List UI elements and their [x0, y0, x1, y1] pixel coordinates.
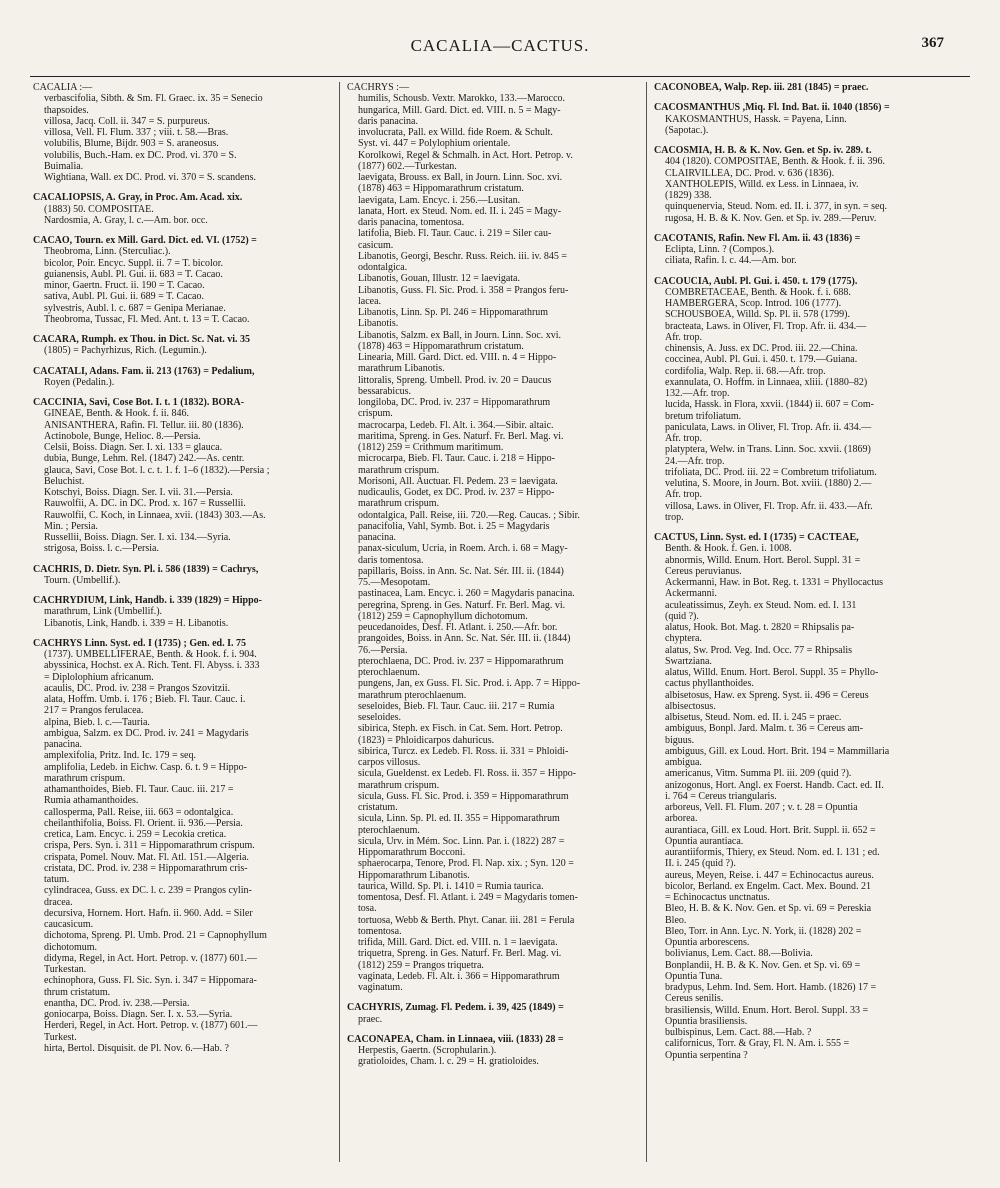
entry-line: Opuntia aurantiaca. — [665, 835, 744, 847]
entry-line: tatum. — [44, 874, 70, 885]
entry-line: callosperma, Pall. Reise, iii. 663 = odontalgica. — [44, 806, 234, 818]
entry-line: macrocarpa, Ledeb. Fl. Alt. i. 364.—Sibir. altaic. — [358, 419, 554, 431]
entry-heading: CACOSMANTHUS ,Miq. Fl. Ind. Bat. ii. 1040 (1856) = — [654, 102, 890, 114]
entry-line: daris panacina. — [358, 115, 418, 127]
dictionary-entry — [347, 1002, 639, 1025]
entry-line: Celsii, Boiss. Diagn. Ser. I. xi. 133 = glauca. — [44, 442, 223, 453]
entry-line: Libanotis, Linn. Sp. Pl. 246 = Hippomarathrum — [358, 307, 549, 318]
column-right — [654, 82, 950, 1167]
dictionary-entry — [347, 82, 639, 993]
entry-line: biguus. — [665, 734, 695, 746]
entry-line: marathrum, Link (Umbellif.). — [44, 606, 163, 618]
entry-heading: CACHRIS, D. Dietr. Syn. Pl. i. 586 (1839) = Cachrys, — [33, 563, 259, 575]
column-middle — [347, 82, 639, 1167]
entry-line: sicula, Guss. Fl. Sic. Prod. i. 359 = Hippomarathrum — [358, 790, 569, 802]
entry-line: Nardosmia, A. Gray, l. c.—Am. bor. occ. — [44, 214, 208, 226]
entry-line: Herderi, Regel, in Act. Hort. Petrop. v. (1877) 601.— — [44, 1020, 258, 1032]
entry-line: alata, Hoffm. Umb. i. 176 ; Bieb. Fl. Taur. Cauc. i. — [44, 694, 246, 705]
entry-line: californicus, Torr. & Gray, Fl. N. Am. i. 555 = — [665, 1038, 850, 1050]
entry-line: II. i. 245 (quid ?). — [665, 858, 736, 870]
entry-line: longiloba, DC. Prod. iv. 237 = Hippomarathrum — [358, 397, 551, 408]
entry-line: Swartziana. — [665, 655, 712, 667]
entry-line: aurantiiformis, Thiery, ex Steud. Nom. ed. I. 131 ; ed. — [665, 847, 880, 858]
entry-line: arborea. — [665, 813, 698, 825]
entry-line: 76.—Persia. — [358, 644, 408, 656]
entry-line: villosa, Vell. Fl. Flum. 337 ; viii. t. 58.—Bras. — [44, 127, 229, 138]
entry-heading: CACHRYS Linn. Syst. ed. I (1735) ; Gen. ed. I. 75 — [33, 637, 247, 649]
entry-line: amplifolia, Ledeb. in Eichw. Casp. 6. t. 9 = Hippo- — [44, 761, 248, 773]
entry-line: pastinacea, Lam. Encyc. i. 260 = Magydaris panacina. — [358, 588, 575, 600]
entry-line: Russellii, Boiss. Diagn. Ser. I. xi. 134.—Syria. — [44, 532, 231, 543]
entry-line: strigosa, Boiss. l. c.—Persia. — [44, 543, 159, 555]
entry-line: acaulis, DC. Prod. iv. 238 = Prangos Szovitzii. — [44, 682, 231, 694]
entry-line: chyptera. — [665, 633, 702, 645]
entry-line: enantha, DC. Prod. iv. 238.—Persia. — [44, 997, 190, 1009]
entry-line: Beluchist. — [44, 475, 85, 487]
entry-line: 217 = Prangos ferulacea. — [44, 705, 144, 717]
entry-line: tomentosa, Desf. Fl. Atlant. i. 249 = Magydaris tomen- — [358, 892, 578, 903]
entry-line: Benth. & Hook. f. Gen. i. 1008. — [665, 543, 792, 555]
entry-line: Afr. trop. — [665, 433, 702, 444]
entry-line: Wightiana, Wall. ex DC. Prod. vi. 370 = S. scandens. — [44, 172, 257, 183]
entry-line: Bleo, Torr. in Ann. Lyc. N. York, ii. (1828) 202 = — [665, 925, 862, 937]
entry-heading: CACOUCIA, Aubl. Pl. Gui. i. 450. t. 179 (1775). — [654, 275, 858, 287]
entry-line: thapsoides. — [44, 104, 89, 116]
entry-line: arboreus, Vell. Fl. Flum. 207 ; v. t. 28 = Opuntia — [665, 802, 858, 813]
entry-line: Herpestis, Gaertn. (Scrophularin.). — [358, 1045, 497, 1056]
entry-line: ANISANTHERA, Rafin. Fl. Tellur. iii. 80 (1836). — [44, 419, 244, 431]
entry-line: marathrum crispum. — [358, 464, 440, 476]
entry-line: casicum. — [358, 239, 394, 251]
entry-line: = Diplolophium africanum. — [44, 671, 154, 683]
entry-line: Libanotis, Link, Handb. i. 339 = H. Libanotis. — [44, 617, 229, 629]
dictionary-entry — [654, 233, 950, 267]
entry-line: odontalgica. — [358, 262, 408, 273]
entry-line: pterochlaena, DC. Prod. iv. 237 = Hippomarathrum — [358, 655, 564, 667]
entry-line: Cereus senilis. — [665, 993, 724, 1005]
entry-line: amplexifolia, Pritz. Ind. Ic. 179 = seq. — [44, 750, 196, 762]
entry-line: velutina, S. Moore, in Journ. Bot. xviii. (1880) 2.— — [665, 478, 872, 489]
entry-line: peucedanoides, Desf. Fl. Atlant. i. 250.—Afr. bor. — [358, 622, 558, 633]
entry-line: rugosa, H. B. & K. Nov. Gen. et Sp. iv. 289.—Peruv. — [665, 212, 877, 224]
entry-line: Rauwolfii, A. DC. in DC. Prod. x. 167 = Russellii. — [44, 498, 246, 510]
column-left — [33, 82, 325, 1167]
entry-line: crispum. — [358, 408, 393, 420]
entry-line: exannulata, O. Hoffm. in Linnaea, xliii. (1880–82) — [665, 376, 868, 388]
entry-line: Tourn. (Umbellif.). — [44, 574, 121, 586]
entry-line: Libanotis, Georgi, Beschr. Russ. Reich. iii. iv. 845 = — [358, 250, 567, 262]
entry-line: panacina. — [44, 739, 83, 750]
entry-line: villosa, Laws. in Oliver, Fl. Trop. Afr. ii. 433.—Afr. — [665, 500, 873, 512]
column-divider — [339, 82, 340, 1162]
entry-line: (quid ?). — [665, 610, 699, 622]
dictionary-entry — [33, 192, 325, 226]
dictionary-entry — [33, 334, 325, 357]
entry-heading: CACCINIA, Savi, Cose Bot. I. t. 1 (1832). BORA- — [33, 397, 245, 408]
entry-line: sibirica, Steph. ex Fisch. in Cat. Sem. Hort. Petrop. — [358, 723, 563, 735]
entry-line: bradypus, Lehm. Ind. Sem. Hort. Hamb. (1826) 17 = — [665, 982, 877, 993]
entry-line: (1878) 463 = Hippomarathrum cristatum. — [358, 340, 524, 352]
entry-line: 132.—Afr. trop. — [665, 388, 730, 399]
entry-line: humilis, Schousb. Vextr. Marokko, 133.—Marocco. — [358, 93, 566, 105]
entry-line: ambigua, Salzm. ex DC. Prod. iv. 241 = Magydaris — [44, 727, 249, 739]
entry-line: abyssinica, Hochst. ex A. Rich. Tent. Fl. Abyss. i. 333 — [44, 660, 260, 672]
entry-line: sibirica, Turcz. ex Ledeb. Fl. Ross. ii. 331 = Phloidi- — [358, 745, 569, 757]
entry-line: chinensis, A. Juss. ex DC. Prod. iii. 22.—China. — [665, 343, 858, 354]
entry-line: trifoliata, DC. Prod. iii. 22 = Combretum trifoliatum. — [665, 466, 877, 478]
entry-line: gratioloides, Cham. l. c. 29 = H. gratioloides. — [358, 1056, 539, 1068]
entry-line: (1877) 602.—Turkestan. — [358, 160, 457, 172]
entry-heading: CACATALI, Adans. Fam. ii. 213 (1763) = Pedalium, — [33, 365, 255, 377]
entry-line: (1805) = Pachyrhizus, Rich. (Legumin.). — [44, 345, 207, 357]
dictionary-entry — [33, 595, 325, 629]
entry-line: ambiguus, Gill. ex Loud. Hort. Brit. 194 = Mammillaria — [665, 745, 890, 757]
entry-line: trifida, Mill. Gard. Dict. ed. VIII. n. 1 = laevigata. — [358, 937, 558, 948]
entry-line: pterochlaenum. — [358, 824, 420, 836]
entry-line: (1812) 259 = Prangos triquetra. — [358, 959, 484, 971]
entry-line: Libanotis, Guss. Fl. Sic. Prod. i. 358 = Prangos feru- — [358, 284, 569, 296]
entry-line: Turkestan. — [44, 964, 87, 975]
entry-line: cretica, Lam. Encyc. i. 259 = Lecokia cretica. — [44, 829, 227, 840]
dictionary-entry — [654, 276, 950, 524]
entry-line: volubilis, Blume, Bijdr. 903 = S. araneosus. — [44, 138, 219, 150]
entry-line: albisectosus. — [665, 700, 716, 712]
entry-line: ambigua. — [665, 757, 702, 768]
entry-line: alpina, Bieb. l. c.—Tauria. — [44, 716, 150, 728]
entry-line: thrum cristatum. — [44, 986, 111, 998]
entry-line: taurica, Willd. Sp. Pl. i. 1410 = Rumia taurica. — [358, 880, 544, 892]
entry-line: cristatum. — [358, 802, 398, 813]
entry-heading: CACHRYDIUM, Link, Handb. i. 339 (1829) = Hippo- — [33, 595, 262, 606]
entry-line: hirta, Bertol. Disquisit. de Pl. Nov. 6.—Hab. ? — [44, 1042, 229, 1054]
entry-line: aculeatissimus, Zeyh. ex Steud. Nom. ed. I. 131 — [665, 599, 857, 611]
entry-line: goniocarpa, Boiss. Diagn. Ser. I. x. 53.—Syria. — [44, 1009, 233, 1020]
entry-line: Bonplandii, H. B. & K. Nov. Gen. et Sp. vi. 69 = — [665, 959, 861, 971]
entry-line: Morisoni, All. Auctuar. Fl. Pedem. 23 = laevigata. — [358, 475, 558, 487]
entry-line: pterochlaenum. — [358, 667, 420, 678]
entry-line: Buimalia. — [44, 160, 84, 172]
entry-line: glauca, Savi, Cose Bot. l. c. t. 1. f. 1–6 (1832).—Persia ; — [44, 464, 270, 476]
entry-heading: CACHRYS :— — [347, 82, 409, 93]
entry-line: vaginatum. — [358, 982, 403, 993]
entry-line: dubia, Bunge, Lehm. Rel. (1847) 242.—As. centr. — [44, 453, 245, 465]
running-head: CACALIA—CACTUS. — [410, 36, 590, 55]
entry-line: Opuntia brasiliensis. — [665, 1015, 748, 1027]
entry-line: Cereus peruvianus. — [665, 565, 742, 577]
entry-line: Turkest. — [44, 1031, 77, 1043]
entry-line: (Sapotac.). — [665, 124, 709, 136]
entry-line: Opuntia serpentina ? — [665, 1049, 748, 1061]
dictionary-entry — [347, 1034, 639, 1068]
entry-line: cactus phyllanthoides. — [665, 678, 754, 690]
page-header — [0, 36, 1000, 70]
entry-line: alatus, Willd. Enum. Hort. Berol. Suppl. 35 = Phyllo- — [665, 667, 879, 678]
entry-line: (1883) 50. COMPOSITAE. — [44, 203, 154, 215]
entry-line: ambiguus, Bonpl. Jard. Malm. t. 36 = Cereus am- — [665, 723, 864, 735]
entry-line: Hippomarathrum Bocconi. — [358, 847, 466, 858]
entry-line: (1812) 259 = Crithmum maritimum. — [358, 442, 504, 453]
entry-line: pungens, Jan, ex Guss. Fl. Sic. Prod. i. App. 7 = Hippo- — [358, 678, 581, 690]
entry-line: trop. — [665, 511, 684, 523]
entry-line: aureus, Meyen, Reise. i. 447 = Echinocactus aureus. — [665, 869, 874, 881]
entry-line: alatus, Hook. Bot. Mag. t. 2820 = Rhipsalis pa- — [665, 622, 855, 633]
entry-line: cordifolia, Walp. Rep. ii. 68.—Afr. trop. — [665, 365, 826, 377]
entry-line: panacifolia, Vahl, Symb. Bot. i. 25 = Magydaris — [358, 520, 550, 532]
dictionary-entry — [654, 102, 950, 136]
entry-line: carpos villosus. — [358, 757, 421, 768]
entry-line: COMBRETACEAE, Benth. & Hook. f. i. 688. — [665, 286, 851, 298]
entry-heading: CACARA, Rumph. ex Thou. in Dict. Sc. Nat. vi. 35 — [33, 334, 251, 345]
entry-line: = Echinocactus unctnatus. — [665, 892, 770, 903]
entry-line: prangoides, Boiss. in Ann. Sc. Nat. Sér. III. ii. (1844) — [358, 633, 571, 645]
column-divider — [646, 82, 647, 1162]
entry-line: triquetra, Spreng. in Ges. Naturf. Fr. Berl. Mag. vi. — [358, 948, 562, 960]
entry-line: seseloides. — [358, 712, 402, 723]
entry-line: maritima, Spreng. in Ges. Naturf. Fr. Berl. Mag. vi. — [358, 430, 564, 442]
entry-line: marathrum Libanotis. — [358, 363, 445, 375]
entry-heading: CACALIA :— — [33, 82, 93, 93]
entry-line: athamanthoides, Bieb. Fl. Taur. Cauc. iii. 217 = — [44, 784, 234, 795]
entry-line: dracea. — [44, 896, 73, 908]
entry-line: tortuosa, Webb & Berth. Phyt. Canar. iii. 281 = Ferula — [358, 914, 575, 926]
entry-line: (1823) = Phloidicarpos dahuricus. — [358, 734, 495, 746]
entry-line: sativa, Aubl. Pl. Gui. ii. 689 = T. Cacao. — [44, 291, 204, 303]
entry-line: Ackermanni, Haw. in Bot. Reg. t. 1331 = Phyllocactus — [665, 577, 884, 588]
entry-line: bulbispinus, Lem. Cact. 88.—Hab. ? — [665, 1027, 812, 1038]
entry-line: lanata, Hort. ex Steud. Nom. ed. II. i. 245 = Magy- — [358, 205, 562, 217]
entry-line: volubilis, Buch.-Ham. ex DC. Prod. vi. 370 = S. — [44, 149, 237, 161]
entry-line: laevigata, Brouss. ex Ball, in Journ. Linn. Soc. xvi. — [358, 172, 563, 183]
header-rule — [30, 76, 970, 77]
entry-line: didyma, Regel, in Act. Hort. Petrop. v. (1877) 601.— — [44, 952, 257, 964]
entry-line: Korolkowi, Regel & Schmalh. in Act. Hort. Petrop. v. — [358, 149, 573, 161]
entry-line: albisetosus, Haw. ex Spreng. Syst. ii. 496 = Cereus — [665, 689, 869, 701]
entry-line: Bleo, H. B. & K. Nov. Gen. et Sp. vi. 69 = Pereskia — [665, 903, 872, 915]
entry-line: cylindracea, Guss. ex DC. l. c. 239 = Prangos cylin- — [44, 885, 252, 897]
entry-line: Afr. trop. — [665, 331, 702, 343]
entry-line: Opuntia Tuna. — [665, 970, 723, 982]
entry-line: sphaerocarpa, Tenore, Prod. Fl. Nap. xix. ; Syn. 120 = — [358, 858, 574, 870]
entry-line: bicolor, Poir. Encyc. Suppl. ii. 7 = T. bicolor. — [44, 257, 224, 269]
entry-line: (1829) 338. — [665, 190, 712, 201]
entry-line: seseloides, Bieb. Fl. Taur. Cauc. iii. 217 = Rumia — [358, 700, 555, 712]
entry-line: 24.—Afr. trop. — [665, 455, 725, 467]
entry-line: tomentosa. — [358, 925, 402, 937]
entry-line: quinquenervia, Steud. Nom. ed. II. i. 377, in syn. = seq. — [665, 201, 887, 213]
entry-line: marathrum crispum. — [358, 779, 440, 791]
entry-line: Linearia, Mill. Gard. Dict. ed. VIII. n. 4 = Hippo- — [358, 352, 557, 363]
entry-line: cheilanthifolia, Boiss. Fl. Orient. ii. 936.—Persia. — [44, 817, 243, 829]
entry-line: (1812) 259 = Capnophyllum dichotomum. — [358, 610, 528, 622]
entry-line: crispa, Pers. Syn. i. 311 = Hippomarathrum crispum. — [44, 840, 255, 852]
entry-line: peregrina, Spreng. in Ges. Naturf. Fr. Berl. Mag. vi. — [358, 599, 566, 611]
entry-line: 75.—Mesopotam. — [358, 577, 431, 588]
entry-line: Kotschyi, Boiss. Diagn. Ser. I. vii. 31.—Persia. — [44, 487, 233, 498]
entry-line: bolivianus, Lem. Cact. 88.—Bolivia. — [665, 948, 813, 960]
entry-line: XANTHOLEPIS, Willd. ex Less. in Linnaea, iv. — [665, 178, 859, 190]
entry-line: CLAIRVILLEA, DC. Prod. v. 636 (1836). — [665, 167, 835, 179]
entry-line: americanus, Vitm. Summa Pl. iii. 209 (quid ?). — [665, 768, 852, 780]
entry-line: marathrum crispum. — [358, 498, 440, 510]
entry-line: Theobroma, Tussac, Fl. Med. Ant. t. 13 = T. Cacao. — [44, 313, 250, 325]
entry-heading: CACAO, Tourn. ex Mill. Gard. Dict. ed. VI. (1752) = — [33, 235, 257, 246]
entry-line: hungarica, Mill. Gard. Dict. ed. VIII. n. 5 = Magy- — [358, 104, 561, 116]
entry-line: HAMBERGERA, Scop. Introd. 106 (1777). — [665, 298, 842, 309]
entry-line: microcarpa, Bieb. Fl. Taur. Cauc. i. 218 = Hippo- — [358, 453, 555, 465]
entry-heading: CACTUS, Linn. Syst. ed. I (1735) = CACTEAE, — [654, 532, 859, 543]
entry-line: Rumia athamanthoides. — [44, 795, 139, 807]
entry-line: panacina. — [358, 532, 397, 543]
entry-line: Eclipta, Linn. ? (Compos.). — [665, 244, 775, 255]
entry-line: bracteata, Laws. in Oliver, Fl. Trop. Afr. ii. 434.— — [665, 320, 867, 332]
entry-line: 404 (1820). COMPOSITAE, Benth. & Hook. f. ii. 396. — [665, 156, 886, 168]
entry-heading: CACOTANIS, Rafin. New Fl. Am. ii. 43 (1836) = — [654, 232, 861, 244]
entry-line: coccinea, Aubl. Pl. Gui. i. 450. t. 179.—Guiana. — [665, 354, 858, 366]
dictionary-entry — [654, 82, 950, 93]
entry-line: tosa. — [358, 903, 377, 915]
entry-line: latifolia, Bieb. Fl. Taur. Cauc. i. 219 = Siler cau- — [358, 228, 552, 240]
entry-line: marathrum crispum. — [44, 772, 126, 784]
entry-line: sicula, Linn. Sp. Pl. ed. II. 355 = Hippomarathrum — [358, 813, 560, 825]
entry-line: praec. — [358, 1013, 383, 1025]
entry-line: Royen (Pedalin.). — [44, 376, 115, 388]
entry-line: Actinobole, Bunge, Helioc. 8.—Persia. — [44, 430, 201, 442]
entry-line: verbascifolia, Sibth. & Sm. Fl. Graec. ix. 35 = Senecio — [44, 93, 263, 105]
entry-line: GINEAE, Benth. & Hook. f. ii. 846. — [44, 408, 189, 420]
entry-line: laevigata, Lam. Encyc. i. 256.—Lusitan. — [358, 194, 521, 206]
entry-line: Bleo. — [665, 914, 687, 926]
dictionary-entry — [654, 145, 950, 224]
entry-line: crispata, Pomel. Nouv. Mat. Fl. Atl. 151.—Algeria. — [44, 851, 249, 863]
entry-line: Syst. vi. 447 = Polylophium orientale. — [358, 138, 511, 150]
entry-line: panax-siculum, Ucria, in Roem. Arch. i. 68 = Magy- — [358, 543, 568, 555]
entry-heading: CACONOBEA, Walp. Rep. iii. 281 (1845) = praec. — [654, 82, 869, 93]
entry-line: bessarabicus. — [358, 385, 412, 397]
entry-line: odontalgica, Pall. Reise, iii. 720.—Reg. Caucas. ; Sibir. — [358, 509, 580, 521]
entry-line: paniculata, Laws. in Oliver, Fl. Trop. Afr. ii. 434.— — [665, 421, 872, 433]
entry-line: ciliata, Rafin. l. c. 44.—Am. bor. — [665, 255, 797, 267]
entry-line: sicula, Urv. in Mém. Soc. Linn. Par. i. (1822) 287 = — [358, 835, 565, 847]
page-number: 367 — [921, 35, 944, 51]
entry-line: abnormis, Willd. Enum. Hort. Berol. Suppl. 31 = — [665, 554, 861, 566]
entry-heading: CACOSMIA, H. B. & K. Nov. Gen. et Sp. iv. 289. t. — [654, 145, 872, 156]
entry-line: (1737). UMBELLIFERAE, Benth. & Hook. f. i. 904. — [44, 649, 257, 660]
entry-line: Opuntia arborescens. — [665, 937, 750, 948]
entry-line: Libanotis, Gouan, Illustr. 12 = laevigata. — [358, 273, 520, 285]
entry-line: guianensis, Aubl. Pl. Gui. ii. 683 = T. Cacao. — [44, 268, 223, 280]
entry-line: cristata, DC. Prod. iv. 238 = Hippomarathrum cris- — [44, 862, 248, 874]
entry-line: lacea. — [358, 295, 382, 307]
entry-line: platyptera, Welw. in Trans. Linn. Soc. xxvii. (1869) — [665, 444, 871, 456]
entry-line: Libanotis, Salzm. ex Ball, in Journ. Linn. Soc. xvi. — [358, 329, 562, 341]
dictionary-entry — [33, 397, 325, 555]
entry-line: (1878) 463 = Hippomarathrum cristatum. — [358, 183, 524, 195]
entry-line: marathrum pterochlaenum. — [358, 689, 467, 701]
entry-line: Min. ; Persia. — [44, 520, 98, 532]
entry-line: daris tomentosa. — [358, 554, 424, 566]
entry-line: alatus, Sw. Prod. Veg. Ind. Occ. 77 = Rhipsalis — [665, 644, 853, 656]
entry-line: KAKOSMANTHUS, Hassk. = Payena, Linn. — [665, 113, 847, 125]
dictionary-entry — [33, 638, 325, 1054]
entry-line: sylvestris, Aubl. l. c. 687 = Genipa Merianae. — [44, 302, 226, 314]
dictionary-entry — [654, 532, 950, 1061]
entry-line: villosa, Jacq. Coll. ii. 347 = S. purpureus. — [44, 115, 210, 127]
entry-line: vaginata, Ledeb. Fl. Alt. i. 366 = Hippomarathrum — [358, 970, 560, 982]
dictionary-entry — [33, 235, 325, 325]
entry-line: Afr. trop. — [665, 489, 702, 501]
entry-heading: CACONAPEA, Cham. in Linnaea, viii. (1833) 28 = — [347, 1033, 564, 1045]
entry-line: papillaris, Boiss. in Ann. Sc. Nat. Sér. III. ii. (1844) — [358, 565, 564, 577]
entry-line: dichotomum. — [44, 941, 98, 953]
entry-line: i. 764 = Cereus triangularis. — [665, 790, 777, 802]
entry-line: decursiva, Hornem. Hort. Hafn. ii. 960. Add. = Siler — [44, 907, 253, 919]
entry-line: Hippomarathrum Libanotis. — [358, 869, 470, 881]
entry-heading: CACHYRIS, Zumag. Fl. Pedem. i. 39, 425 (1849) = — [347, 1002, 564, 1014]
entry-line: anizogonus, Hort. Angl. ex Foerst. Handb. Cact. ed. II. — [665, 779, 884, 791]
entry-line: bretum trifoliatum. — [665, 410, 742, 422]
entry-line: minor, Gaertn. Fruct. ii. 190 = T. Cacao. — [44, 280, 205, 291]
entry-line: caucasicum. — [44, 919, 94, 930]
entry-line: SCHOUSBOEA, Willd. Sp. Pl. ii. 578 (1799). — [665, 309, 850, 321]
entry-line: Theobroma, Linn. (Sterculiac.). — [44, 246, 171, 258]
entry-line: aurantiaca, Gill. ex Loud. Hort. Brit. Suppl. ii. 652 = — [665, 824, 876, 836]
entry-line: nudicaulis, Godet, ex DC. Prod. iv. 237 = Hippo- — [358, 487, 555, 498]
entry-line: daris panacina, tomentosa. — [358, 217, 465, 228]
entry-line: littoralis, Spreng. Umbell. Prod. iv. 20 = Daucus — [358, 374, 552, 386]
entry-line: involucrata, Pall. ex Willd. fide Roem. & Schult. — [358, 127, 553, 138]
entry-line: lucida, Hassk. in Flora, xxvii. (1844) ii. 607 = Com- — [665, 399, 874, 411]
dictionary-entry — [33, 366, 325, 389]
entry-line: bicolor, Berland. ex Engelm. Cact. Mex. Bound. 21 — [665, 880, 871, 892]
entry-line: echinophora, Guss. Fl. Sic. Syn. i. 347 = Hippomara- — [44, 975, 257, 987]
entry-line: dichotoma, Spreng. Pl. Umb. Prod. 21 = Capnophyllum — [44, 930, 267, 942]
entry-heading: CACALIOPSIS, A. Gray, in Proc. Am. Acad. xix. — [33, 192, 243, 204]
entry-line: albisetus, Steud. Nom. ed. II. i. 245 = praec. — [665, 712, 842, 723]
entry-line: Libanotis. — [358, 318, 399, 330]
dictionary-entry — [33, 564, 325, 587]
dictionary-entry — [33, 82, 325, 183]
entry-line: Ackermanni. — [665, 588, 717, 600]
entry-line: sicula, Gueldenst. ex Ledeb. Fl. Ross. ii. 357 = Hippo- — [358, 768, 577, 780]
entry-line: brasiliensis, Willd. Enum. Hort. Berol. Suppl. 33 = — [665, 1004, 869, 1016]
entry-line: Rauwolfii, C. Koch, in Linnaea, xvii. (1843) 303.—As. — [44, 509, 266, 521]
